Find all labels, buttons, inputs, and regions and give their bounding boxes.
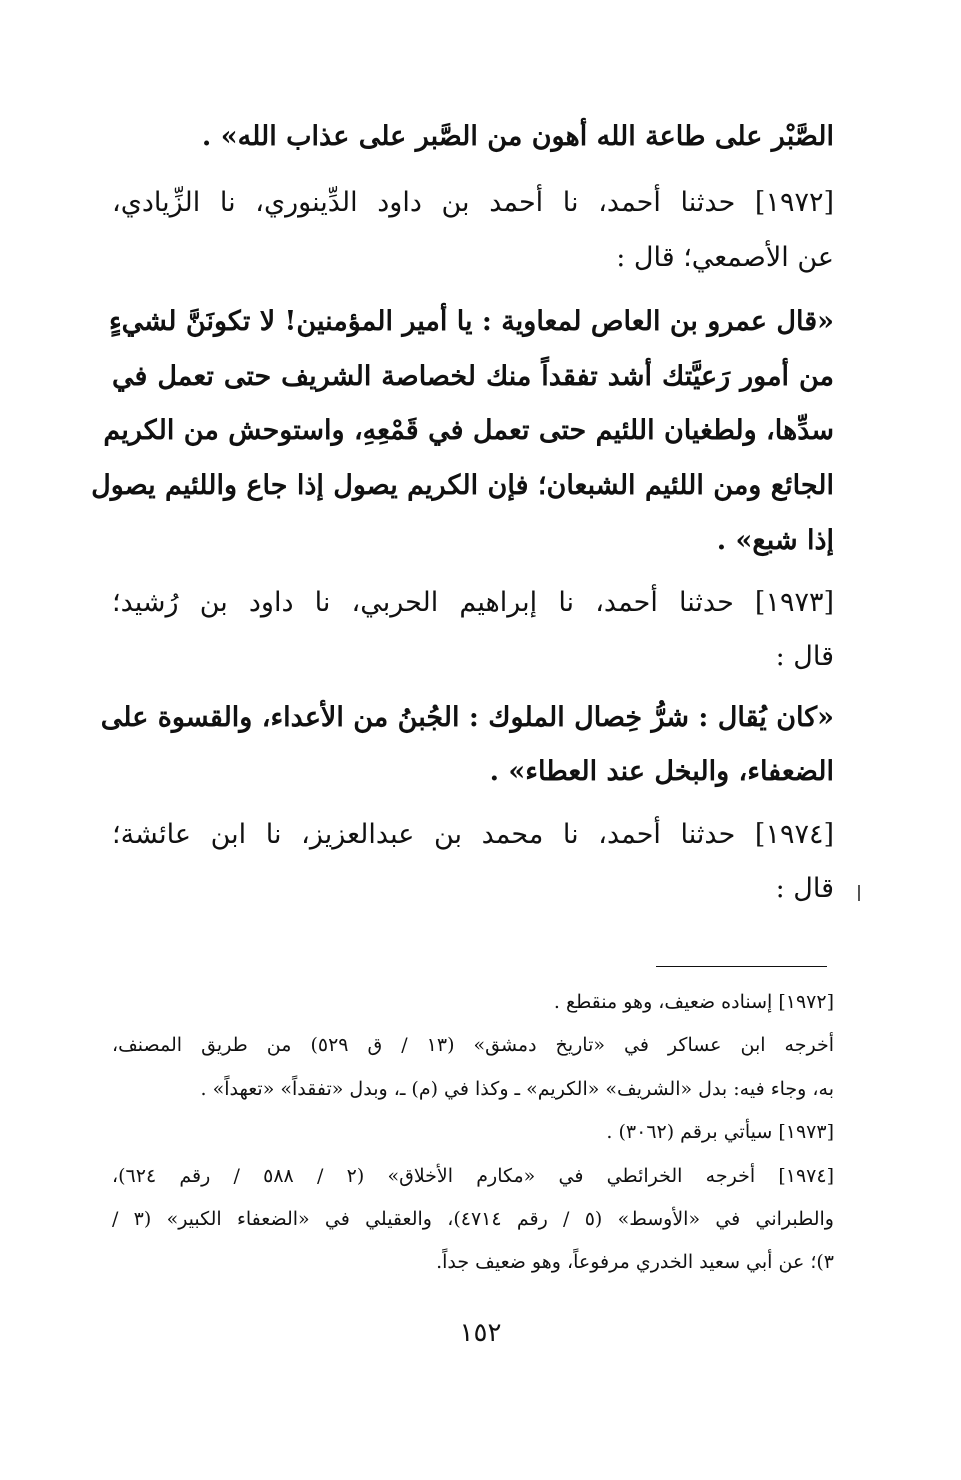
page-number: ١٥٢ [459, 1318, 502, 1348]
text-line: [١٩٧٤] حدثنا أحمد، نا محمد بن عبدالعزيز، نا ابن عائشة؛ [112, 819, 834, 850]
text-line: [١٩٧٣] حدثنا أحمد، نا إبراهيم الحربي، نا داود بن رُشيد؛ [112, 587, 834, 618]
text-line: قال : [775, 641, 834, 672]
footnote-line: أخرجه ابن عساكر في «تاريخ دمشق» (١٣ / ق ٥٢٩) من طريق المصنف، [112, 1034, 834, 1056]
text-line: «كان يُقال : شرُّ خِصال الملوك : الجُبنُ من الأعداء، والقسوة على [100, 702, 834, 733]
text-line: قال : [775, 873, 834, 904]
text-line: الضعفاء، والبخل عند العطاء» . [489, 756, 834, 787]
text-line: الصَّبْر على طاعة الله أهون من الصَّبر على عذاب الله» . [201, 121, 834, 152]
footnote-separator [656, 966, 827, 967]
footnote-line: [١٩٧٣] سيأتي برقم (٣٠٦٢) . [606, 1121, 834, 1143]
text-line: [١٩٧٢] حدثنا أحمد، نا أحمد بن داود الدِّينوري، نا الزِّيادي، [112, 187, 834, 218]
footnote-line: ٣)؛ عن أبي سعيد الخدري مرفوعاً، وهو ضعيف جداً. [436, 1251, 834, 1273]
footnote-line: [١٩٧٤] أخرجه الخرائطي في «مكارم الأخلاق» (٢ / ٥٨٨ / رقم ٦٢٤)، [112, 1165, 834, 1187]
footnote-line: والطبراني في «الأوسط» (٥ / رقم ٤٧١٤)، والعقيلي في «الضعفاء الكبير» (٣ / [112, 1208, 834, 1230]
footnote-line: به، وجاء فيه: بدل «الشريف» «الكريم» ـ وكذا في (م) ـ، وبدل «تفقداً» «تعهداً» . [200, 1078, 834, 1100]
text-line: «قال عمرو بن العاص لمعاوية : يا أمير المؤمنين! لا تكونَنَّ لشيءٍ [108, 306, 834, 337]
text-line: الجائع ومن اللئيم الشبعان؛ فإن الكريم يصول إذا جاع واللئيم يصول [91, 470, 834, 501]
text-line: إذا شبع» . [716, 525, 834, 556]
footnote-line: [١٩٧٢] إسناده ضعيف، وهو منقطع . [553, 991, 834, 1013]
text-line: سدِّها، ولطغيان اللئيم حتى تعمل في قَمْعِهِ، واستوحش من الكريم [103, 415, 834, 446]
text-line: من أمور رَعيَّتك أشد تفقداً منك لخصاصة الشريف حتى تعمل في [112, 361, 834, 392]
text-line: عن الأصمعي؛ قال : [616, 242, 834, 273]
margin-mark [858, 885, 860, 901]
